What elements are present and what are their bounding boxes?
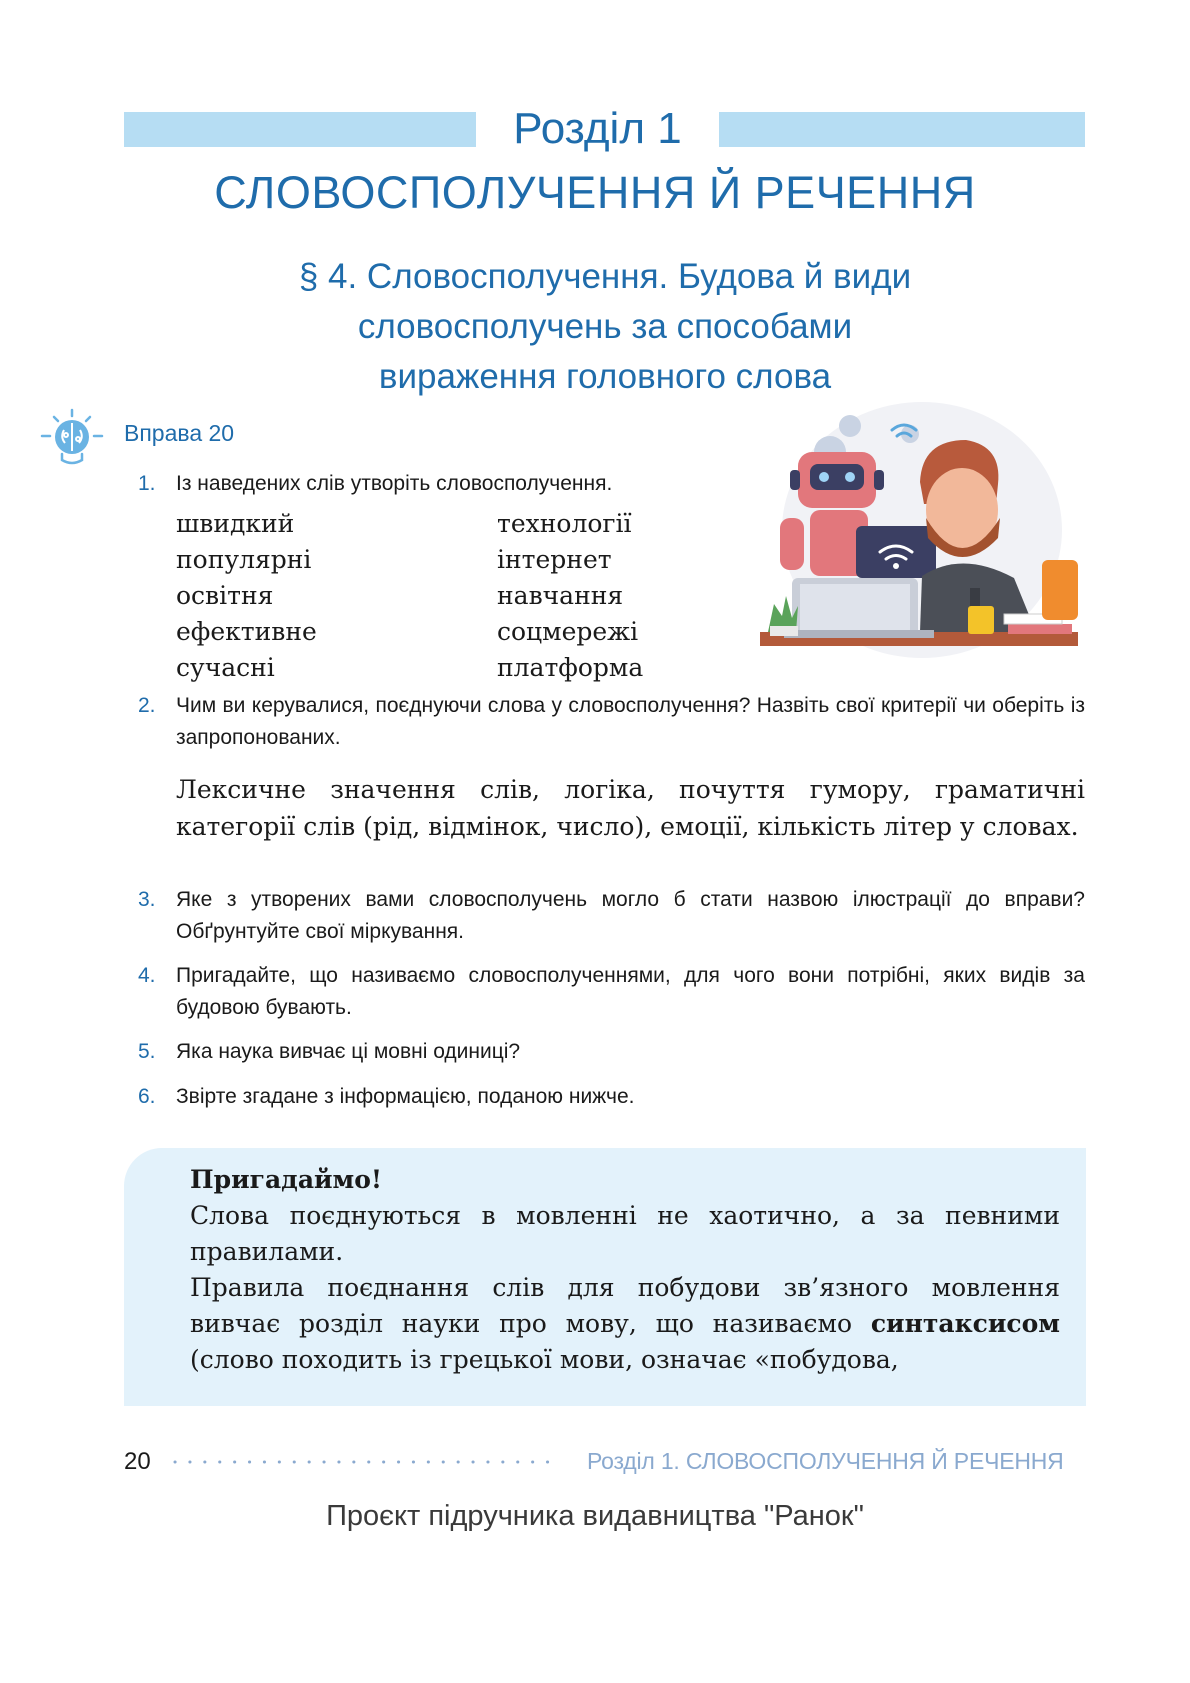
- word: інтернет: [497, 545, 612, 574]
- paragraph-title-line: § 4. Словосполучення. Будова й види: [298, 257, 912, 296]
- section-title: СЛОВОСПОЛУЧЕННЯ Й РЕЧЕННЯ: [214, 167, 976, 218]
- reminder-paragraph: Слова поєднуються в мовленні не хаотично, а за певними правилами.: [190, 1201, 1060, 1266]
- task-text: Чим ви керувалися, поєднуючи слова у словосполучення? Назвіть свої критерії чи оберіть із запропонованих.: [176, 694, 1085, 749]
- task-number: 5.: [138, 1040, 156, 1063]
- part-label: Розділ 1: [513, 104, 682, 153]
- word: технології: [497, 509, 632, 538]
- task-number: 2.: [138, 694, 156, 717]
- draft-note: Проєкт підручника видавництва "Ранок": [326, 1500, 864, 1532]
- reminder-text-part: (слово походить із грецької мови, означає «побудова,: [190, 1345, 899, 1374]
- task-text: Звірте згадане з інформацією, поданою нижче.: [176, 1085, 635, 1108]
- task-number: 3.: [138, 888, 156, 911]
- exercise-label: Вправа 20: [124, 420, 235, 446]
- paragraph-title: [120, 252, 1090, 402]
- word: ефективне: [176, 617, 317, 646]
- criteria-paragraph: Лексичне значення слів, логіка, почуття гумору, граматичні категорії слів (рід, відмінок, число), емоції, кількість літер у словах.: [176, 775, 1085, 841]
- task-number: 1.: [138, 472, 156, 495]
- paragraph-title-line: словосполучень за способами: [357, 307, 853, 346]
- task-number: 6.: [138, 1085, 156, 1108]
- reminder-text-part: Правила поєднання слів для побудови зв’язного мовлення вивчає розділ науки про мову, що називаємо: [190, 1273, 1060, 1338]
- page-number: 20: [124, 1448, 151, 1475]
- word-column-right: [497, 506, 643, 686]
- task-item: [138, 1036, 1085, 1068]
- task-text: Із наведених слів утворіть словосполучення.: [176, 472, 613, 495]
- word: сучасні: [176, 653, 275, 682]
- task-text: Яка наука вивчає ці мовні одиниці?: [176, 1040, 521, 1063]
- word: популярні: [176, 545, 312, 574]
- word: освітня: [176, 581, 274, 610]
- task-text: Яке з утворених вами словосполучень могло б стати назвою ілюстрації до вправи? Обґрунтуйте свої міркування.: [176, 888, 1085, 943]
- word: швидкий: [176, 509, 295, 538]
- illustration-man-robot-laptop: [752, 400, 1086, 668]
- word-column-left: [176, 506, 317, 686]
- header-band-left: [124, 112, 476, 147]
- paragraph-title-line: вираження головного слова: [378, 357, 832, 396]
- dotted-leader: [173, 1448, 563, 1472]
- brain-lightbulb-icon: [38, 408, 106, 468]
- term-syntax: синтаксисом: [870, 1309, 1060, 1338]
- running-title: Розділ 1. СЛОВОСПОЛУЧЕННЯ Й РЕЧЕННЯ: [587, 1448, 1064, 1474]
- task-number: 4.: [138, 964, 156, 987]
- word: навчання: [497, 581, 624, 610]
- task-item: [138, 1081, 1085, 1113]
- reminder-box: [124, 1148, 1086, 1406]
- task-item: [138, 690, 1085, 754]
- task-text: Пригадайте, що називаємо словосполученнями, для чого вони потрібні, яких видів за будовою бувають.: [176, 964, 1085, 1019]
- task-item: [138, 960, 1085, 1024]
- word: платформа: [497, 653, 644, 682]
- reminder-paragraph: [190, 1270, 1060, 1378]
- header-band-right: [719, 112, 1085, 147]
- reminder-text: [190, 1162, 1060, 1378]
- word: соцмережі: [497, 617, 639, 646]
- reminder-heading: Пригадаймо!: [190, 1165, 382, 1194]
- task-item: [138, 468, 738, 500]
- task-item: [138, 884, 1085, 948]
